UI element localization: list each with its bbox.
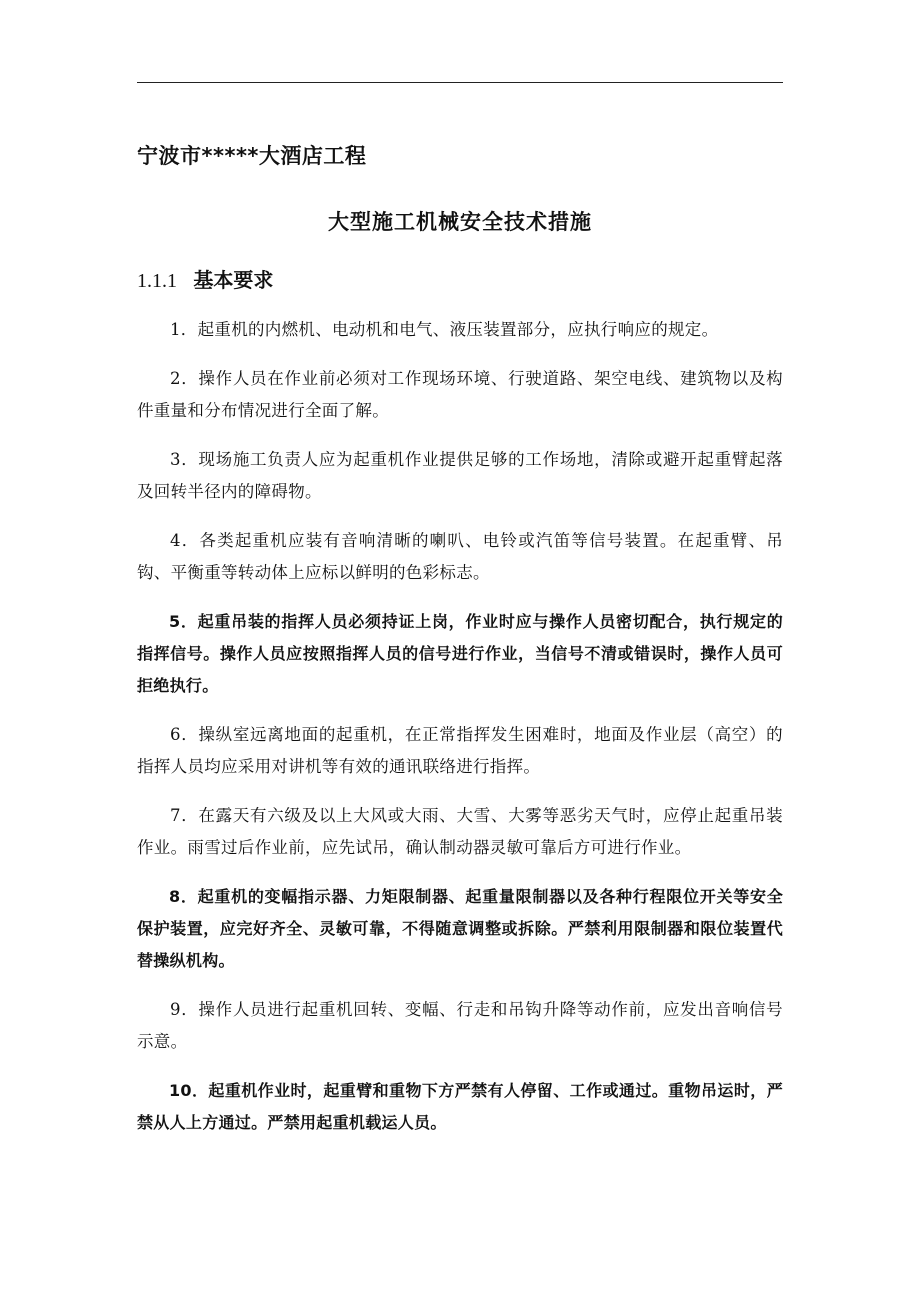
paragraph-7: 7．在露天有六级及以上大风或大雨、大雪、大雾等恶劣天气时，应停止起重吊装作业。雨雪过后作业前，应先试吊，确认制动器灵敏可靠后方可进行作业。 [137,806,783,857]
paragraph-5: 5．起重吊装的指挥人员必须持证上岗，作业时应与操作人员密切配合，执行规定的指挥信号。操作人员应按照指挥人员的信号进行作业，当信号不清或错误时，操作人员可拒绝执行。 [137,612,783,695]
header-rule [137,82,783,83]
paragraph-2: 2．操作人员在作业前必须对工作现场环境、行驶道路、架空电线、建筑物以及构件重量和分布情况进行全面了解。 [137,369,783,420]
section-number: 1.1.1 [137,270,177,292]
project-title: 宁波市*****大酒店工程 [137,144,367,168]
paragraph-10: 10．起重机作业时，起重臂和重物下方严禁有人停留、工作或通过。重物吊运时，严禁从人上方通过。严禁用起重机载运人员。 [137,1081,783,1132]
document-body [137,314,783,1156]
paragraph-4: 4．各类起重机应装有音响清晰的喇叭、电铃或汽笛等信号装置。在起重臂、吊钩、平衡重等转动体上应标以鲜明的色彩标志。 [137,531,783,582]
paragraph-3: 3．现场施工负责人应为起重机作业提供足够的工作场地，清除或避开起重臂起落及回转半径内的障碍物。 [137,450,783,501]
paragraph-9: 9．操作人员进行起重机回转、变幅、行走和吊钩升降等动作前，应发出音响信号示意。 [137,1000,783,1051]
paragraph-6: 6．操纵室远离地面的起重机，在正常指挥发生困难时，地面及作业层（高空）的指挥人员均应采用对讲机等有效的通讯联络进行指挥。 [137,725,783,776]
section-heading [137,264,273,293]
document-title: 大型施工机械安全技术措施 [328,210,592,234]
paragraph-8: 8．起重机的变幅指示器、力矩限制器、起重量限制器以及各种行程限位开关等安全保护装置，应完好齐全、灵敏可靠，不得随意调整或拆除。严禁利用限制器和限位装置代替操纵机构。 [137,887,783,970]
section-label: 基本要求 [193,268,274,292]
paragraph-1: 1．起重机的内燃机、电动机和电气、液压装置部分，应执行响应的规定。 [170,320,719,339]
